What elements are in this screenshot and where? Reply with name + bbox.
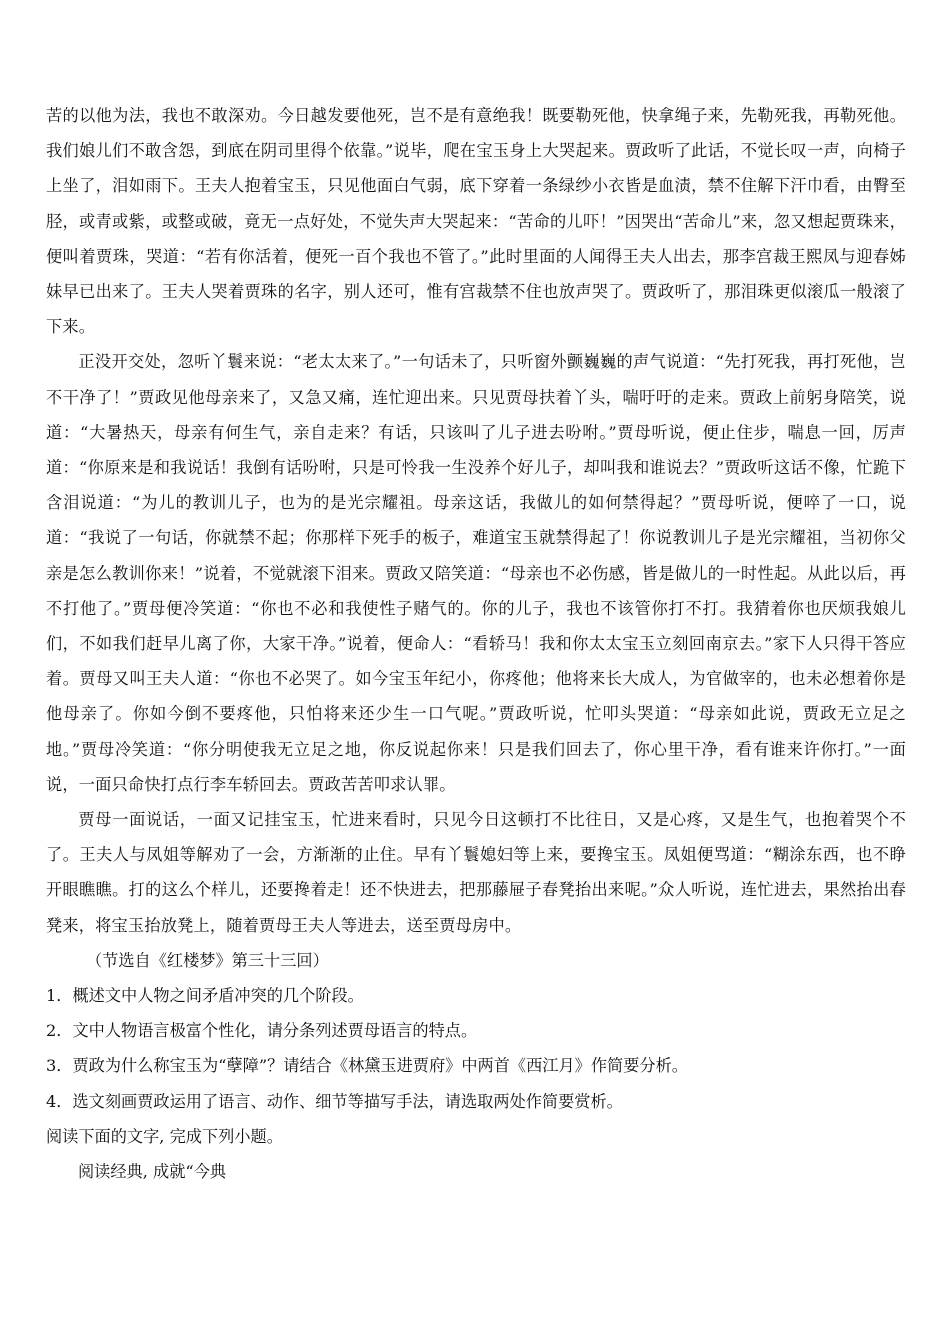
reading-instruction: 阅读下面的文字, 完成下列小题。: [46, 1126, 283, 1146]
question-1: 1．概述文中人物之间矛盾冲突的几个阶段。: [46, 986, 364, 1006]
question-3: 3．贾政为什么称宝玉为“孽障”？请结合《林黛玉进贾府》中两首《西江月》作简要分析。: [46, 1056, 688, 1076]
article-source: （节选自《红楼梦》第三十三回）: [86, 950, 329, 970]
next-article-title: 阅读经典, 成就“今典: [78, 1162, 227, 1182]
article-paragraph-2: 正没开交处，忽听丫鬟来说：“老太太来了。”一句话未了，只听窗外颤巍巍的声气说道：“先打死我，再打死他，岂不干净了！”贾政见他母亲来了，又急又痛，连忙迎出来。只见贾母扶着丫头，喘吁吁的走来。贾政上前躬身陪笑，说道：“大暑热天，母亲有何生气，亲自走来？有话，只该叫了儿子进去吩咐。”贾母听说，便止住步，喘息一回，厉声道：“你原来是和我说话！我倒有话吩咐，只是可怜我一生没养个好儿子，却叫我和谁说去？”贾政听这话不像，忙跪下含泪说道：“为儿的教训儿子，也为的是光宗耀祖。母亲这话，我做儿的如何禁得起？”贾母听说，便啐了一口，说道：“我说了一句话，你就禁不起；你那样下死手的板子，难道宝玉就禁得起了！你说教训儿子是光宗耀祖，当初你父亲是怎么教训你来！”说着，不觉就滚下泪来。贾政又陪笑道：“母亲也不必伤感，皆是做儿的一时性起。从此以后，再不打他了。”贾母便冷笑道：“你也不必和我使性子赌气的。你的儿子，我也不该管你打不打。我猜着你也厌烦我娘儿们，不如我们赶早儿离了你，大家干净。”说着，便命人：“看轿马！我和你太太宝玉立刻回南京去。”家下人只得干答应着。贾母又叫王夫人道：“你也不必哭了。如今宝玉年纪小，你疼他；他将来长大成人，为官做宰的，也未必想着你是他母亲了。你如今倒不要疼他，只怕将来还少生一口气呢。”贾政听说，忙叩头哭道：“母亲如此说，贾政无立足之地。”贾母冷笑道：“你分明使我无立足之地，你反说起你来！只是我们回去了，你心里干净，看有谁来许你打。”一面说，一面只命快打点行李车轿回去。贾政苦苦叩求认罪。: [46, 352, 906, 794]
document-page: [46, 98, 906, 1189]
article-paragraph-3: 贾母一面说话，一面又记挂宝玉，忙进来看时，只见今日这顿打不比往日，又是心疼，又是生气，也抱着哭个不了。王夫人与凤姐等解劝了一会，方渐渐的止住。早有丫鬟媳妇等上来，要搀宝玉。凤姐便骂道：“糊涂东西，也不睁开眼瞧瞧。打的这么个样儿，还要搀着走！还不快进去，把那藤屉子春凳抬出来呢。”众人听说，连忙进去，果然抬出春凳来，将宝玉抬放凳上，随着贾母王夫人等进去，送至贾母房中。: [46, 810, 906, 935]
article-paragraph-1: 苦的以他为法，我也不敢深劝。今日越发要他死，岂不是有意绝我！既要勒死他，快拿绳子来，先勒死我，再勒死他。我们娘儿们不敢含怨，到底在阴司里得个依靠。”说毕，爬在宝玉身上大哭起来。贾政听了此话，不觉长叹一声，向椅子上坐了，泪如雨下。王夫人抱着宝玉，只见他面白气弱，底下穿着一条绿纱小衣皆是血渍，禁不住解下汗巾看，由臀至胫，或青或紫，或整或破，竟无一点好处，不觉失声大哭起来：“苦命的儿吓！”因哭出“苦命儿”来，忽又想起贾珠来，便叫着贾珠，哭道：“若有你活着，便死一百个我也不管了。”此时里面的人闻得王夫人出去，那李宫裁王熙凤与迎春姊妹早已出来了。王夫人哭着贾珠的名字，别人还可，惟有宫裁禁不住也放声哭了。贾政听了，那泪珠更似滚瓜一般滚了下来。: [46, 106, 906, 337]
question-2: 2．文中人物语言极富个性化，请分条列述贾母语言的特点。: [46, 1021, 478, 1041]
question-4: 4．选文刻画贾政运用了语言、动作、细节等描写手法，请选取两处作简要赏析。: [46, 1091, 623, 1111]
